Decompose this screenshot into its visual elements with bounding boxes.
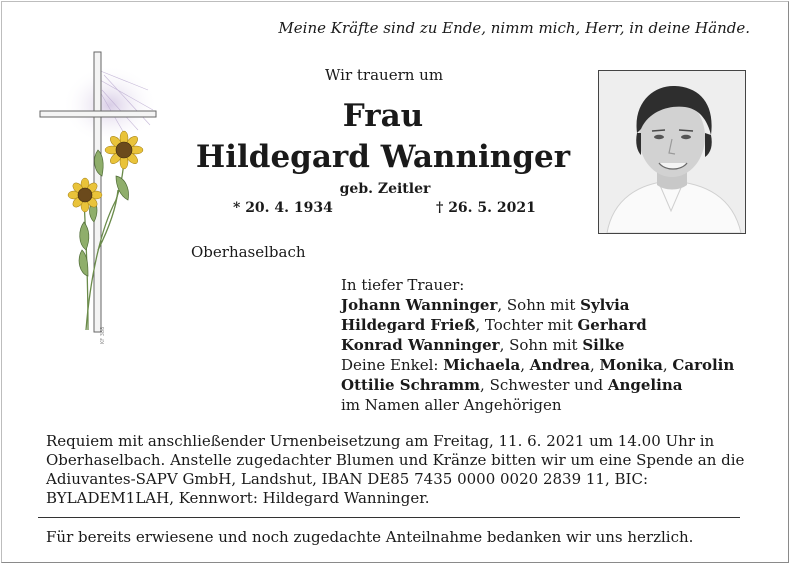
- deceased-name: Hildegard Wanninger: [195, 139, 571, 175]
- portrait-photo: [598, 70, 746, 234]
- motto-quote: Meine Kräfte sind zu Ende, nimm mich, Herr, in deine Hände.: [278, 19, 750, 37]
- mourner-line: Johann Wanninger, Sohn mit Sylvia: [341, 296, 630, 314]
- artwork-code: KF 388: [100, 326, 106, 344]
- death-date: † 26. 5. 2021: [436, 200, 536, 216]
- mourner-line: Konrad Wanninger, Sohn mit Silke: [341, 336, 625, 354]
- divider-line: [38, 517, 740, 518]
- grandchildren-line: Deine Enkel: Michaela, Andrea, Monika, Carolin: [341, 356, 735, 374]
- mourners-closing: im Namen aller Angehörigen: [341, 396, 562, 414]
- mourner-line: Hildegard Frieß, Tochter mit Gerhard: [341, 316, 647, 334]
- place-of-residence: Oberhaselbach: [191, 243, 306, 261]
- birth-name: geb. Zeitler: [339, 181, 431, 197]
- mourners-list: [341, 275, 734, 415]
- intro-text: Wir trauern um: [325, 66, 444, 84]
- funeral-notice: Requiem mit anschließender Urnenbeisetzung am Freitag, 11. 6. 2021 um 14.00 Uhr in Oberhaselbach. Anstelle zugedachter Blumen und Kränze bitten wir um eine Spende an die Adiuvantes-SAPV GmbH, Landshut, IBAN DE85 7435 0000 0020 2839 11, BIC: BYLADEM1LAH, Kennwort: Hildegard Wanninger.: [46, 432, 745, 507]
- salutation: Frau: [342, 98, 424, 134]
- cross-sunflower-illustration: [38, 50, 158, 350]
- birth-date: * 20. 4. 1934: [233, 200, 333, 216]
- mourners-heading: In tiefer Trauer:: [341, 276, 465, 294]
- thanks-text: Für bereits erwiesene und noch zugedachte Anteilnahme bedanken wir uns herzlich.: [46, 528, 694, 546]
- mourner-line: Ottilie Schramm, Schwester und Angelina: [341, 376, 683, 394]
